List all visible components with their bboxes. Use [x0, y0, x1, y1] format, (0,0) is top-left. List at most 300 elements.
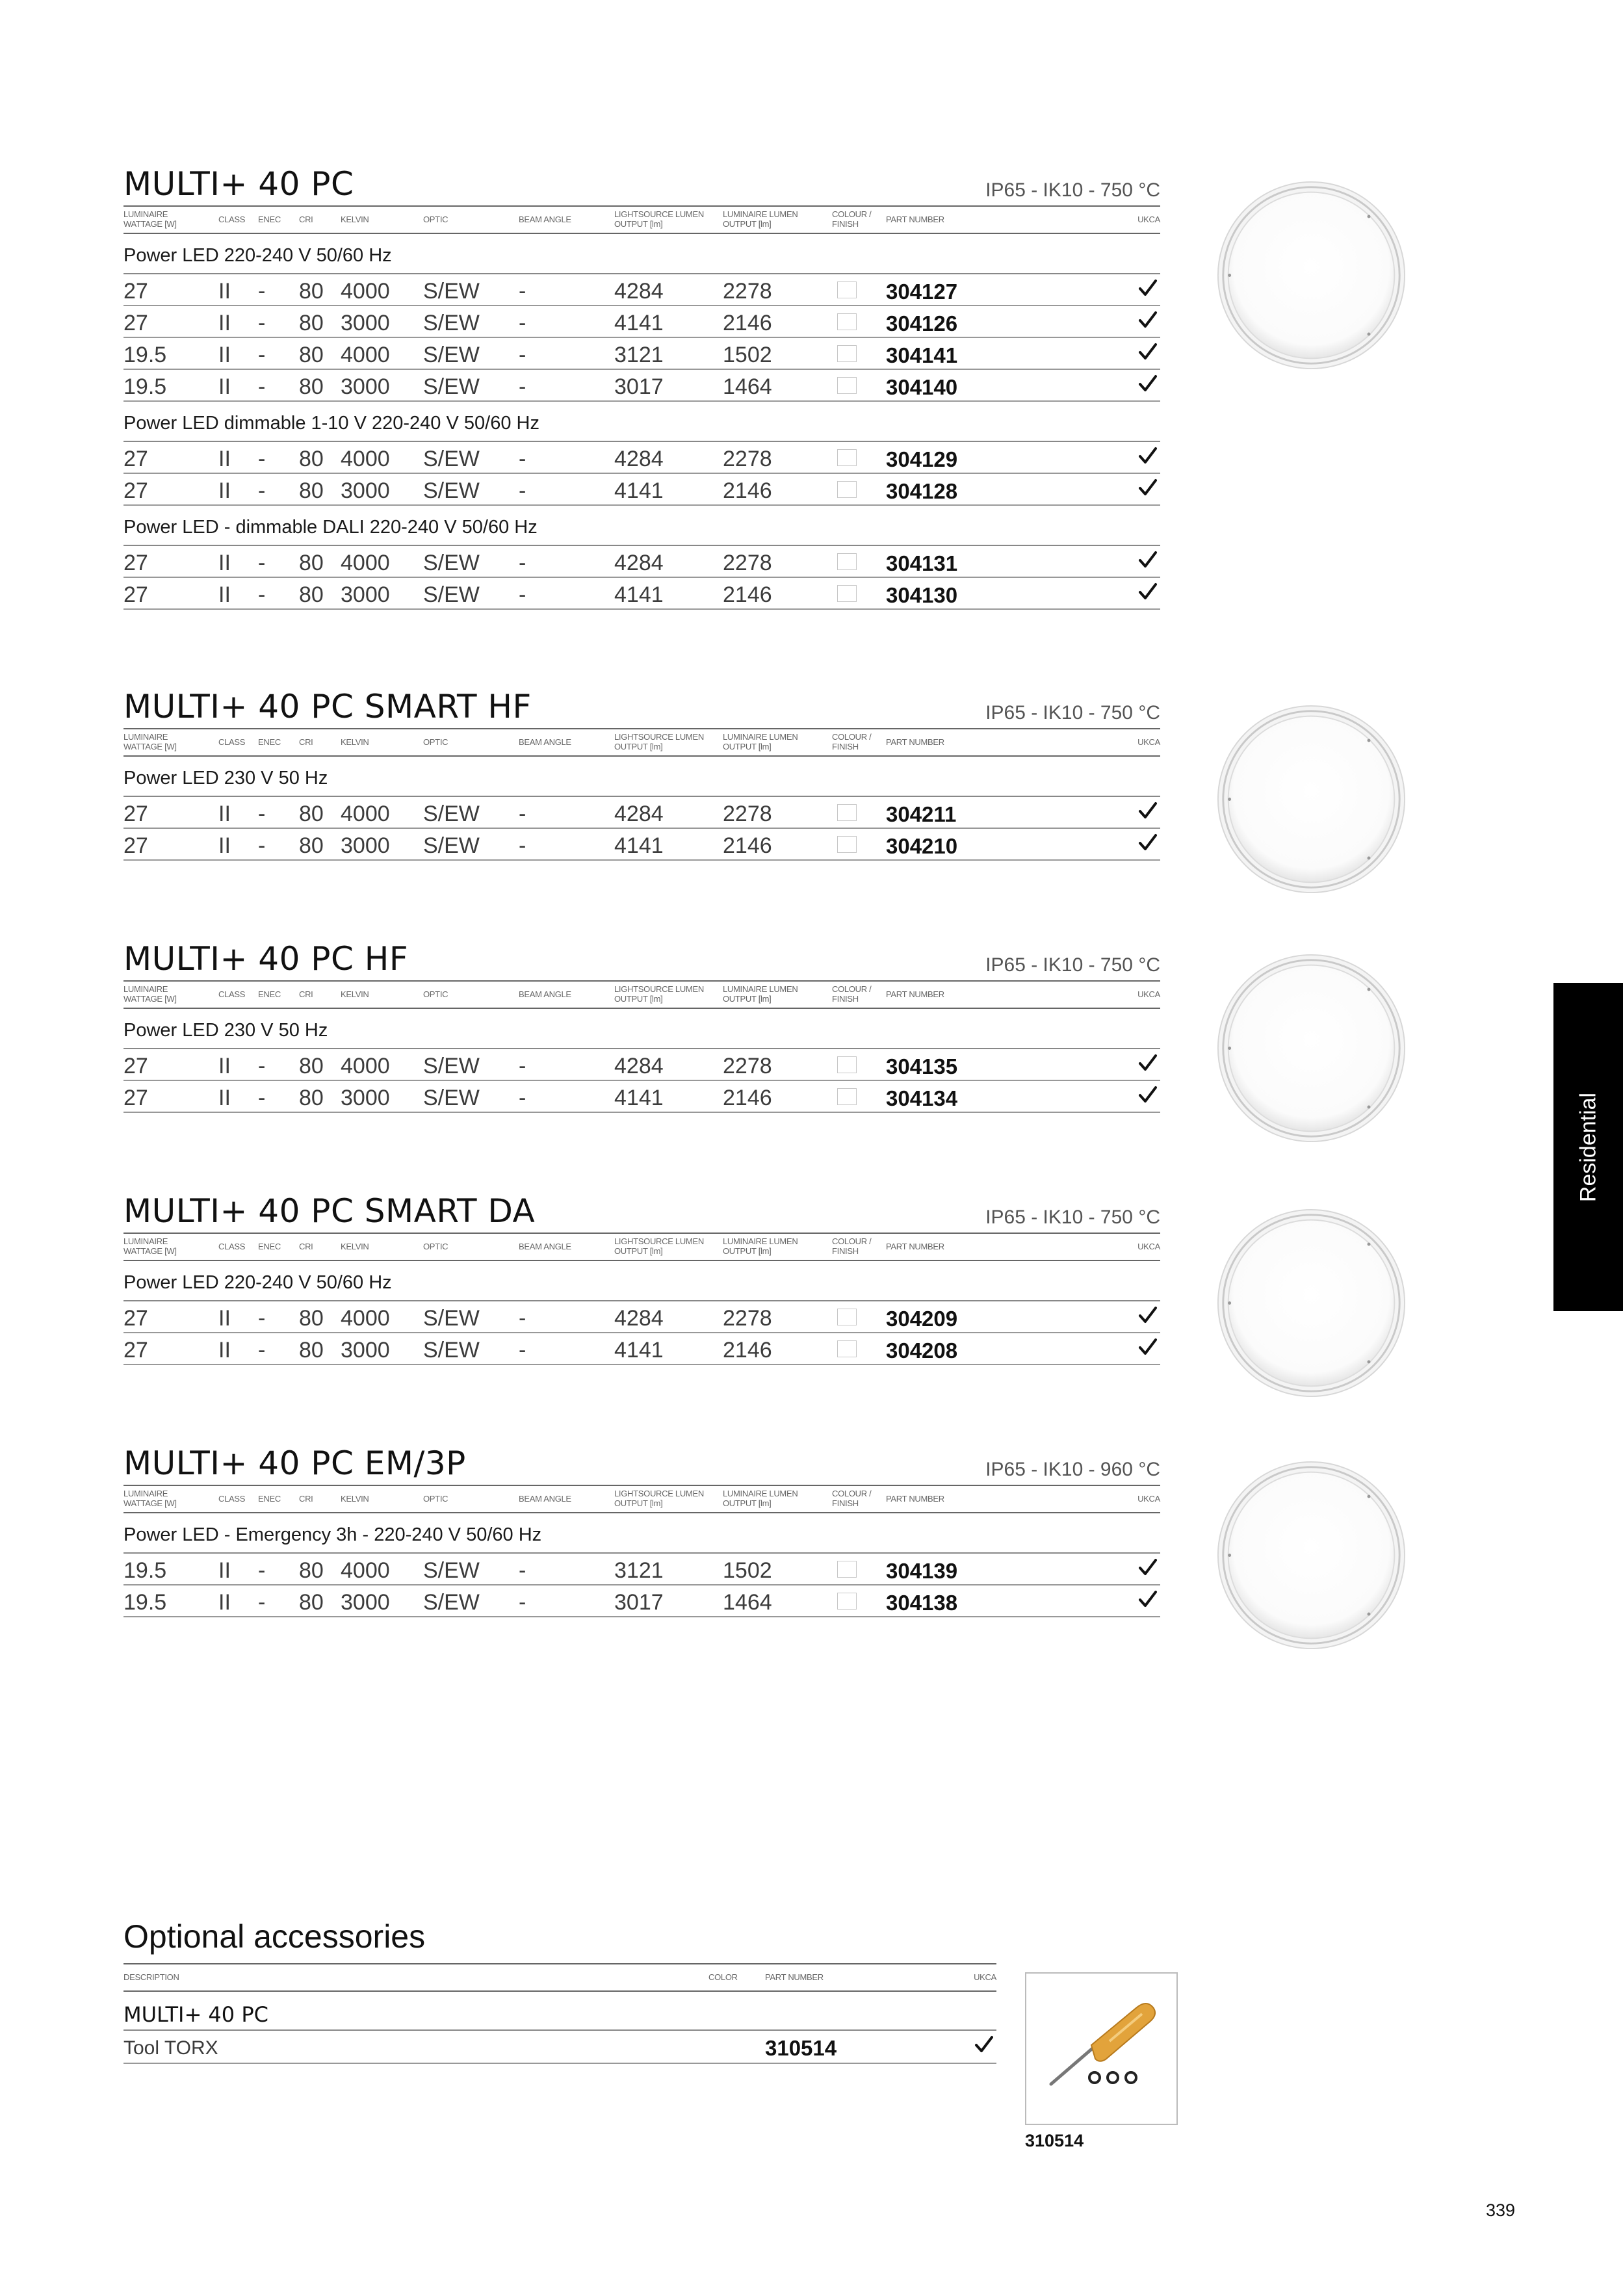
header-part-number: PART NUMBER — [886, 737, 944, 747]
header-beam-angle: BEAM ANGLE — [519, 215, 571, 224]
section-title: MULTI+ 40 PC HF — [123, 940, 409, 978]
accessory-image-torx-tool — [1025, 1972, 1178, 2125]
header-colour: COLOUR / FINISH — [832, 1236, 872, 1256]
cell-luminaire-lumen: 2146 — [723, 833, 772, 858]
cell-beam-angle: - — [519, 1086, 526, 1110]
cell-optic: S/EW — [423, 311, 480, 335]
table-group — [123, 757, 1160, 861]
table-header — [123, 1233, 1160, 1261]
header-lightsource-lumen: LIGHTSOURCE LUMEN OUTPUT [lm] — [614, 1489, 704, 1508]
cell-optic: S/EW — [423, 1338, 480, 1363]
cell-beam-angle: - — [519, 1338, 526, 1363]
cell-lightsource-lumen: 4284 — [614, 1306, 664, 1331]
section-header — [123, 1191, 1160, 1230]
cell-class: II — [218, 279, 231, 304]
table-row — [123, 1049, 1160, 1081]
cell-enec: - — [258, 478, 266, 503]
section-header — [123, 939, 1160, 978]
ukca-check-icon — [1137, 1336, 1159, 1358]
ukca-check-icon — [1137, 1084, 1159, 1106]
table-header — [123, 980, 1160, 1009]
product-section-4 — [123, 1191, 1160, 1365]
header-kelvin: KELVIN — [341, 737, 369, 747]
colour-swatch — [837, 345, 857, 362]
product-image-luminaire — [1215, 1207, 1407, 1399]
product-section-5 — [123, 1443, 1160, 1617]
cell-enec: - — [258, 1306, 266, 1331]
cell-cri: 80 — [299, 1086, 324, 1110]
cell-cri: 80 — [299, 1558, 324, 1583]
header-enec: ENEC — [258, 737, 281, 747]
cell-optic: S/EW — [423, 1558, 480, 1583]
part-number: 310514 — [765, 2036, 837, 2060]
colour-swatch — [837, 1593, 857, 1610]
cell-kelvin: 3000 — [341, 1086, 390, 1110]
cell-lightsource-lumen: 4284 — [614, 551, 664, 575]
cell-enec: - — [258, 1086, 266, 1110]
colour-swatch — [837, 377, 857, 394]
cell-luminaire-lumen: 2146 — [723, 582, 772, 607]
header-cri: CRI — [299, 1494, 313, 1504]
accessory-description: Tool TORX — [123, 2037, 218, 2059]
header-luminaire-lumen: LUMINAIRE LUMEN OUTPUT [lm] — [723, 1489, 798, 1508]
header-part-number: PART NUMBER — [765, 1972, 824, 1982]
ukca-check-icon — [1137, 549, 1159, 571]
header-part-number: PART NUMBER — [886, 989, 944, 999]
cell-enec: - — [258, 343, 266, 367]
cell-optic: S/EW — [423, 1306, 480, 1331]
header-enec: ENEC — [258, 215, 281, 224]
cell-class: II — [218, 374, 231, 399]
product-image-luminaire — [1215, 703, 1407, 895]
header-class: CLASS — [218, 989, 246, 999]
cell-lightsource-lumen: 3017 — [614, 374, 664, 399]
ukca-check-icon — [1137, 581, 1159, 603]
ukca-check-icon — [1137, 277, 1159, 299]
header-class: CLASS — [218, 215, 246, 224]
cell-luminaire-lumen: 2278 — [723, 1054, 772, 1078]
table-row — [123, 306, 1160, 338]
part-number: 304127 — [886, 280, 958, 304]
cell-optic: S/EW — [423, 374, 480, 399]
cell-lightsource-lumen: 3017 — [614, 1590, 664, 1615]
cell-kelvin: 4000 — [341, 447, 390, 471]
cell-kelvin: 3000 — [341, 311, 390, 335]
part-number: 304141 — [886, 343, 958, 367]
product-image-luminaire — [1215, 179, 1407, 371]
cell-lightsource-lumen: 4141 — [614, 1338, 664, 1363]
header-optic: OPTIC — [423, 989, 448, 999]
cell-cri: 80 — [299, 833, 324, 858]
header-beam-angle: BEAM ANGLE — [519, 989, 571, 999]
cell-cri: 80 — [299, 551, 324, 575]
cell-wattage: 27 — [123, 802, 148, 826]
section-rating: IP65 - IK10 - 750 °C — [985, 954, 1160, 976]
cell-cri: 80 — [299, 582, 324, 607]
cell-optic: S/EW — [423, 582, 480, 607]
ukca-check-icon — [1137, 800, 1159, 822]
header-optic: OPTIC — [423, 1242, 448, 1251]
header-wattage: LUMINAIRE WATTAGE [W] — [123, 984, 177, 1004]
ukca-check-icon — [1137, 309, 1159, 331]
header-kelvin: KELVIN — [341, 215, 369, 224]
header-ukca: UKCA — [1137, 737, 1160, 747]
cell-cri: 80 — [299, 1338, 324, 1363]
header-class: CLASS — [218, 1494, 246, 1504]
part-number: 304140 — [886, 375, 958, 399]
cell-luminaire-lumen: 2146 — [723, 311, 772, 335]
section-header — [123, 1443, 1160, 1482]
header-part-number: PART NUMBER — [886, 1242, 944, 1251]
cell-optic: S/EW — [423, 1054, 480, 1078]
cell-kelvin: 3000 — [341, 478, 390, 503]
accessories-group-label: MULTI+ 40 PC — [123, 1992, 996, 2031]
cell-beam-angle: - — [519, 551, 526, 575]
colour-swatch — [837, 1561, 857, 1578]
cell-beam-angle: - — [519, 1306, 526, 1331]
cell-wattage: 27 — [123, 1086, 148, 1110]
cell-beam-angle: - — [519, 374, 526, 399]
cell-cri: 80 — [299, 478, 324, 503]
cell-class: II — [218, 1338, 231, 1363]
cell-enec: - — [258, 1590, 266, 1615]
section-rating: IP65 - IK10 - 960 °C — [985, 1459, 1160, 1480]
cell-class: II — [218, 311, 231, 335]
header-part-number: PART NUMBER — [886, 1494, 944, 1504]
cell-cri: 80 — [299, 1306, 324, 1331]
header-luminaire-lumen: LUMINAIRE LUMEN OUTPUT [lm] — [723, 209, 798, 229]
section-title: MULTI+ 40 PC — [123, 165, 354, 203]
table-row — [123, 1585, 1160, 1617]
cell-beam-angle: - — [519, 833, 526, 858]
cell-enec: - — [258, 802, 266, 826]
header-wattage: LUMINAIRE WATTAGE [W] — [123, 732, 177, 751]
group-label: Power LED 230 V 50 Hz — [123, 1009, 1160, 1049]
header-beam-angle: BEAM ANGLE — [519, 737, 571, 747]
cell-beam-angle: - — [519, 478, 526, 503]
header-colour: COLOUR / FINISH — [832, 984, 872, 1004]
header-optic: OPTIC — [423, 1494, 448, 1504]
cell-kelvin: 4000 — [341, 1558, 390, 1583]
header-enec: ENEC — [258, 989, 281, 999]
cell-cri: 80 — [299, 1054, 324, 1078]
cell-beam-angle: - — [519, 1054, 526, 1078]
part-number: 304126 — [886, 311, 958, 335]
cell-optic: S/EW — [423, 1590, 480, 1615]
cell-kelvin: 3000 — [341, 374, 390, 399]
header-colour: COLOUR / FINISH — [832, 732, 872, 751]
ukca-check-icon — [1137, 372, 1159, 395]
cell-class: II — [218, 1558, 231, 1583]
part-number: 304131 — [886, 551, 958, 575]
cell-cri: 80 — [299, 374, 324, 399]
header-luminaire-lumen: LUMINAIRE LUMEN OUTPUT [lm] — [723, 1236, 798, 1256]
cell-luminaire-lumen: 1502 — [723, 343, 772, 367]
ukca-check-icon — [1137, 341, 1159, 363]
header-description: DESCRIPTION — [123, 1972, 179, 1982]
header-colour: COLOUR / FINISH — [832, 209, 872, 229]
cell-wattage: 19.5 — [123, 343, 167, 367]
cell-class: II — [218, 1054, 231, 1078]
cell-kelvin: 3000 — [341, 833, 390, 858]
cell-class: II — [218, 582, 231, 607]
section-title: MULTI+ 40 PC SMART DA — [123, 1192, 536, 1230]
group-label: Power LED 230 V 50 Hz — [123, 757, 1160, 797]
table-row — [123, 1081, 1160, 1113]
cell-luminaire-lumen: 2146 — [723, 478, 772, 503]
group-label: Power LED 220-240 V 50/60 Hz — [123, 1261, 1160, 1301]
cell-enec: - — [258, 374, 266, 399]
product-image-luminaire — [1215, 952, 1407, 1144]
ukca-check-icon — [1137, 1556, 1159, 1578]
screwdriver-icon — [1026, 1974, 1176, 2124]
cell-wattage: 27 — [123, 279, 148, 304]
cell-lightsource-lumen: 4284 — [614, 279, 664, 304]
table-header — [123, 728, 1160, 757]
cell-wattage: 27 — [123, 1054, 148, 1078]
header-ukca: UKCA — [1137, 215, 1160, 224]
header-cri: CRI — [299, 737, 313, 747]
section-rating: IP65 - IK10 - 750 °C — [985, 702, 1160, 724]
header-wattage: LUMINAIRE WATTAGE [W] — [123, 209, 177, 229]
table-group — [123, 402, 1160, 506]
cell-luminaire-lumen: 1464 — [723, 1590, 772, 1615]
colour-swatch — [837, 1056, 857, 1073]
part-number: 304138 — [886, 1591, 958, 1615]
cell-kelvin: 3000 — [341, 1590, 390, 1615]
cell-class: II — [218, 1306, 231, 1331]
header-beam-angle: BEAM ANGLE — [519, 1242, 571, 1251]
colour-swatch — [837, 1088, 857, 1105]
cell-lightsource-lumen: 4141 — [614, 582, 664, 607]
cell-lightsource-lumen: 3121 — [614, 343, 664, 367]
cell-class: II — [218, 478, 231, 503]
cell-wattage: 27 — [123, 478, 148, 503]
table-row — [123, 2031, 996, 2064]
cell-class: II — [218, 833, 231, 858]
part-number: 304208 — [886, 1338, 958, 1363]
group-label: Power LED 220-240 V 50/60 Hz — [123, 234, 1160, 274]
cell-wattage: 27 — [123, 582, 148, 607]
cell-wattage: 27 — [123, 447, 148, 471]
cell-lightsource-lumen: 3121 — [614, 1558, 664, 1583]
header-class: CLASS — [218, 1242, 246, 1251]
ukca-check-icon — [1137, 1052, 1159, 1074]
cell-class: II — [218, 1590, 231, 1615]
cell-enec: - — [258, 279, 266, 304]
table-row — [123, 578, 1160, 610]
cell-lightsource-lumen: 4141 — [614, 833, 664, 858]
cell-beam-angle: - — [519, 1558, 526, 1583]
header-ukca: UKCA — [1137, 1494, 1160, 1504]
header-cri: CRI — [299, 215, 313, 224]
section-title: MULTI+ 40 PC EM/3P — [123, 1444, 466, 1482]
cell-cri: 80 — [299, 447, 324, 471]
cell-luminaire-lumen: 2278 — [723, 1306, 772, 1331]
part-number: 304210 — [886, 834, 958, 858]
cell-wattage: 19.5 — [123, 1558, 167, 1583]
page-number: 339 — [1486, 2200, 1516, 2220]
table-row — [123, 338, 1160, 370]
cell-kelvin: 4000 — [341, 279, 390, 304]
section-rating: IP65 - IK10 - 750 °C — [985, 1207, 1160, 1228]
cell-luminaire-lumen: 2278 — [723, 279, 772, 304]
part-number: 304211 — [886, 802, 957, 826]
cell-wattage: 27 — [123, 551, 148, 575]
cell-enec: - — [258, 582, 266, 607]
header-ukca: UKCA — [1137, 989, 1160, 999]
cell-wattage: 19.5 — [123, 1590, 167, 1615]
header-kelvin: KELVIN — [341, 989, 369, 999]
cell-enec: - — [258, 833, 266, 858]
cell-enec: - — [258, 447, 266, 471]
cell-kelvin: 4000 — [341, 1054, 390, 1078]
cell-optic: S/EW — [423, 1086, 480, 1110]
side-tab-label: Residential — [1576, 1092, 1600, 1202]
part-number: 304129 — [886, 447, 958, 471]
accessories-header — [123, 1963, 996, 1992]
header-colour: COLOUR / FINISH — [832, 1489, 872, 1508]
cell-cri: 80 — [299, 343, 324, 367]
section-side-tab[interactable] — [1553, 983, 1623, 1311]
header-kelvin: KELVIN — [341, 1242, 369, 1251]
cell-optic: S/EW — [423, 551, 480, 575]
cell-lightsource-lumen: 4141 — [614, 311, 664, 335]
header-lightsource-lumen: LIGHTSOURCE LUMEN OUTPUT [lm] — [614, 732, 704, 751]
cell-beam-angle: - — [519, 447, 526, 471]
cell-beam-angle: - — [519, 802, 526, 826]
cell-wattage: 27 — [123, 1306, 148, 1331]
cell-beam-angle: - — [519, 311, 526, 335]
part-number: 304139 — [886, 1559, 958, 1583]
product-section-1 — [123, 164, 1160, 610]
table-row — [123, 370, 1160, 402]
cell-kelvin: 4000 — [341, 551, 390, 575]
ukca-check-icon — [1137, 1304, 1159, 1326]
header-lightsource-lumen: LIGHTSOURCE LUMEN OUTPUT [lm] — [614, 1236, 704, 1256]
cell-optic: S/EW — [423, 833, 480, 858]
colour-swatch — [837, 585, 857, 602]
cell-class: II — [218, 447, 231, 471]
header-enec: ENEC — [258, 1494, 281, 1504]
cell-enec: - — [258, 1054, 266, 1078]
table-header — [123, 205, 1160, 234]
group-label: Power LED dimmable 1-10 V 220-240 V 50/60 Hz — [123, 402, 1160, 442]
ukca-check-icon — [1137, 445, 1159, 467]
colour-swatch — [837, 553, 857, 570]
cell-cri: 80 — [299, 311, 324, 335]
header-part-number: PART NUMBER — [886, 215, 944, 224]
part-number: 304128 — [886, 479, 958, 503]
header-enec: ENEC — [258, 1242, 281, 1251]
header-kelvin: KELVIN — [341, 1494, 369, 1504]
table-group — [123, 1513, 1160, 1617]
colour-swatch — [837, 804, 857, 821]
header-ukca: UKCA — [974, 1972, 996, 1982]
table-row — [123, 1301, 1160, 1333]
part-number: 304130 — [886, 583, 958, 607]
cell-lightsource-lumen: 4284 — [614, 802, 664, 826]
product-section-3 — [123, 939, 1160, 1113]
header-cri: CRI — [299, 1242, 313, 1251]
cell-enec: - — [258, 1338, 266, 1363]
cell-cri: 80 — [299, 1590, 324, 1615]
cell-enec: - — [258, 1558, 266, 1583]
cell-lightsource-lumen: 4284 — [614, 447, 664, 471]
colour-swatch — [837, 1340, 857, 1357]
cell-wattage: 27 — [123, 1338, 148, 1363]
cell-class: II — [218, 1086, 231, 1110]
table-row — [123, 546, 1160, 578]
header-optic: OPTIC — [423, 737, 448, 747]
cell-optic: S/EW — [423, 447, 480, 471]
header-color: COLOR — [708, 1972, 738, 1982]
header-cri: CRI — [299, 989, 313, 999]
colour-swatch — [837, 313, 857, 330]
product-image-luminaire — [1215, 1459, 1407, 1651]
table-row — [123, 1554, 1160, 1585]
header-luminaire-lumen: LUMINAIRE LUMEN OUTPUT [lm] — [723, 732, 798, 751]
group-label: Power LED - Emergency 3h - 220-240 V 50/60 Hz — [123, 1513, 1160, 1554]
header-luminaire-lumen: LUMINAIRE LUMEN OUTPUT [lm] — [723, 984, 798, 1004]
colour-swatch — [837, 836, 857, 853]
cell-lightsource-lumen: 4141 — [614, 1086, 664, 1110]
cell-wattage: 27 — [123, 311, 148, 335]
header-ukca: UKCA — [1137, 1242, 1160, 1251]
part-number: 304209 — [886, 1307, 958, 1331]
cell-beam-angle: - — [519, 279, 526, 304]
product-section-2 — [123, 686, 1160, 861]
cell-luminaire-lumen: 2278 — [723, 551, 772, 575]
table-group — [123, 1261, 1160, 1365]
colour-swatch — [837, 449, 857, 466]
section-header — [123, 686, 1160, 725]
accessories-section — [123, 1918, 996, 2064]
table-group — [123, 506, 1160, 610]
cell-kelvin: 4000 — [341, 343, 390, 367]
part-number: 304135 — [886, 1054, 958, 1078]
cell-beam-angle: - — [519, 1590, 526, 1615]
header-wattage: LUMINAIRE WATTAGE [W] — [123, 1489, 177, 1508]
group-label: Power LED - dimmable DALI 220-240 V 50/60 Hz — [123, 506, 1160, 546]
header-beam-angle: BEAM ANGLE — [519, 1494, 571, 1504]
header-lightsource-lumen: LIGHTSOURCE LUMEN OUTPUT [lm] — [614, 984, 704, 1004]
header-lightsource-lumen: LIGHTSOURCE LUMEN OUTPUT [lm] — [614, 209, 704, 229]
cell-cri: 80 — [299, 279, 324, 304]
cell-class: II — [218, 551, 231, 575]
section-rating: IP65 - IK10 - 750 °C — [985, 179, 1160, 201]
cell-cri: 80 — [299, 802, 324, 826]
ukca-check-icon — [973, 2033, 995, 2055]
cell-lightsource-lumen: 4141 — [614, 478, 664, 503]
part-number: 304134 — [886, 1086, 958, 1110]
table-group — [123, 234, 1160, 402]
cell-luminaire-lumen: 1464 — [723, 374, 772, 399]
cell-beam-angle: - — [519, 343, 526, 367]
cell-optic: S/EW — [423, 279, 480, 304]
cell-luminaire-lumen: 2146 — [723, 1086, 772, 1110]
table-row — [123, 474, 1160, 506]
table-row — [123, 1333, 1160, 1365]
header-wattage: LUMINAIRE WATTAGE [W] — [123, 1236, 177, 1256]
table-row — [123, 274, 1160, 306]
colour-swatch — [837, 481, 857, 498]
accessory-image-label: 310514 — [1025, 2131, 1084, 2150]
cell-class: II — [218, 802, 231, 826]
table-row — [123, 797, 1160, 829]
cell-enec: - — [258, 551, 266, 575]
section-header — [123, 164, 1160, 203]
